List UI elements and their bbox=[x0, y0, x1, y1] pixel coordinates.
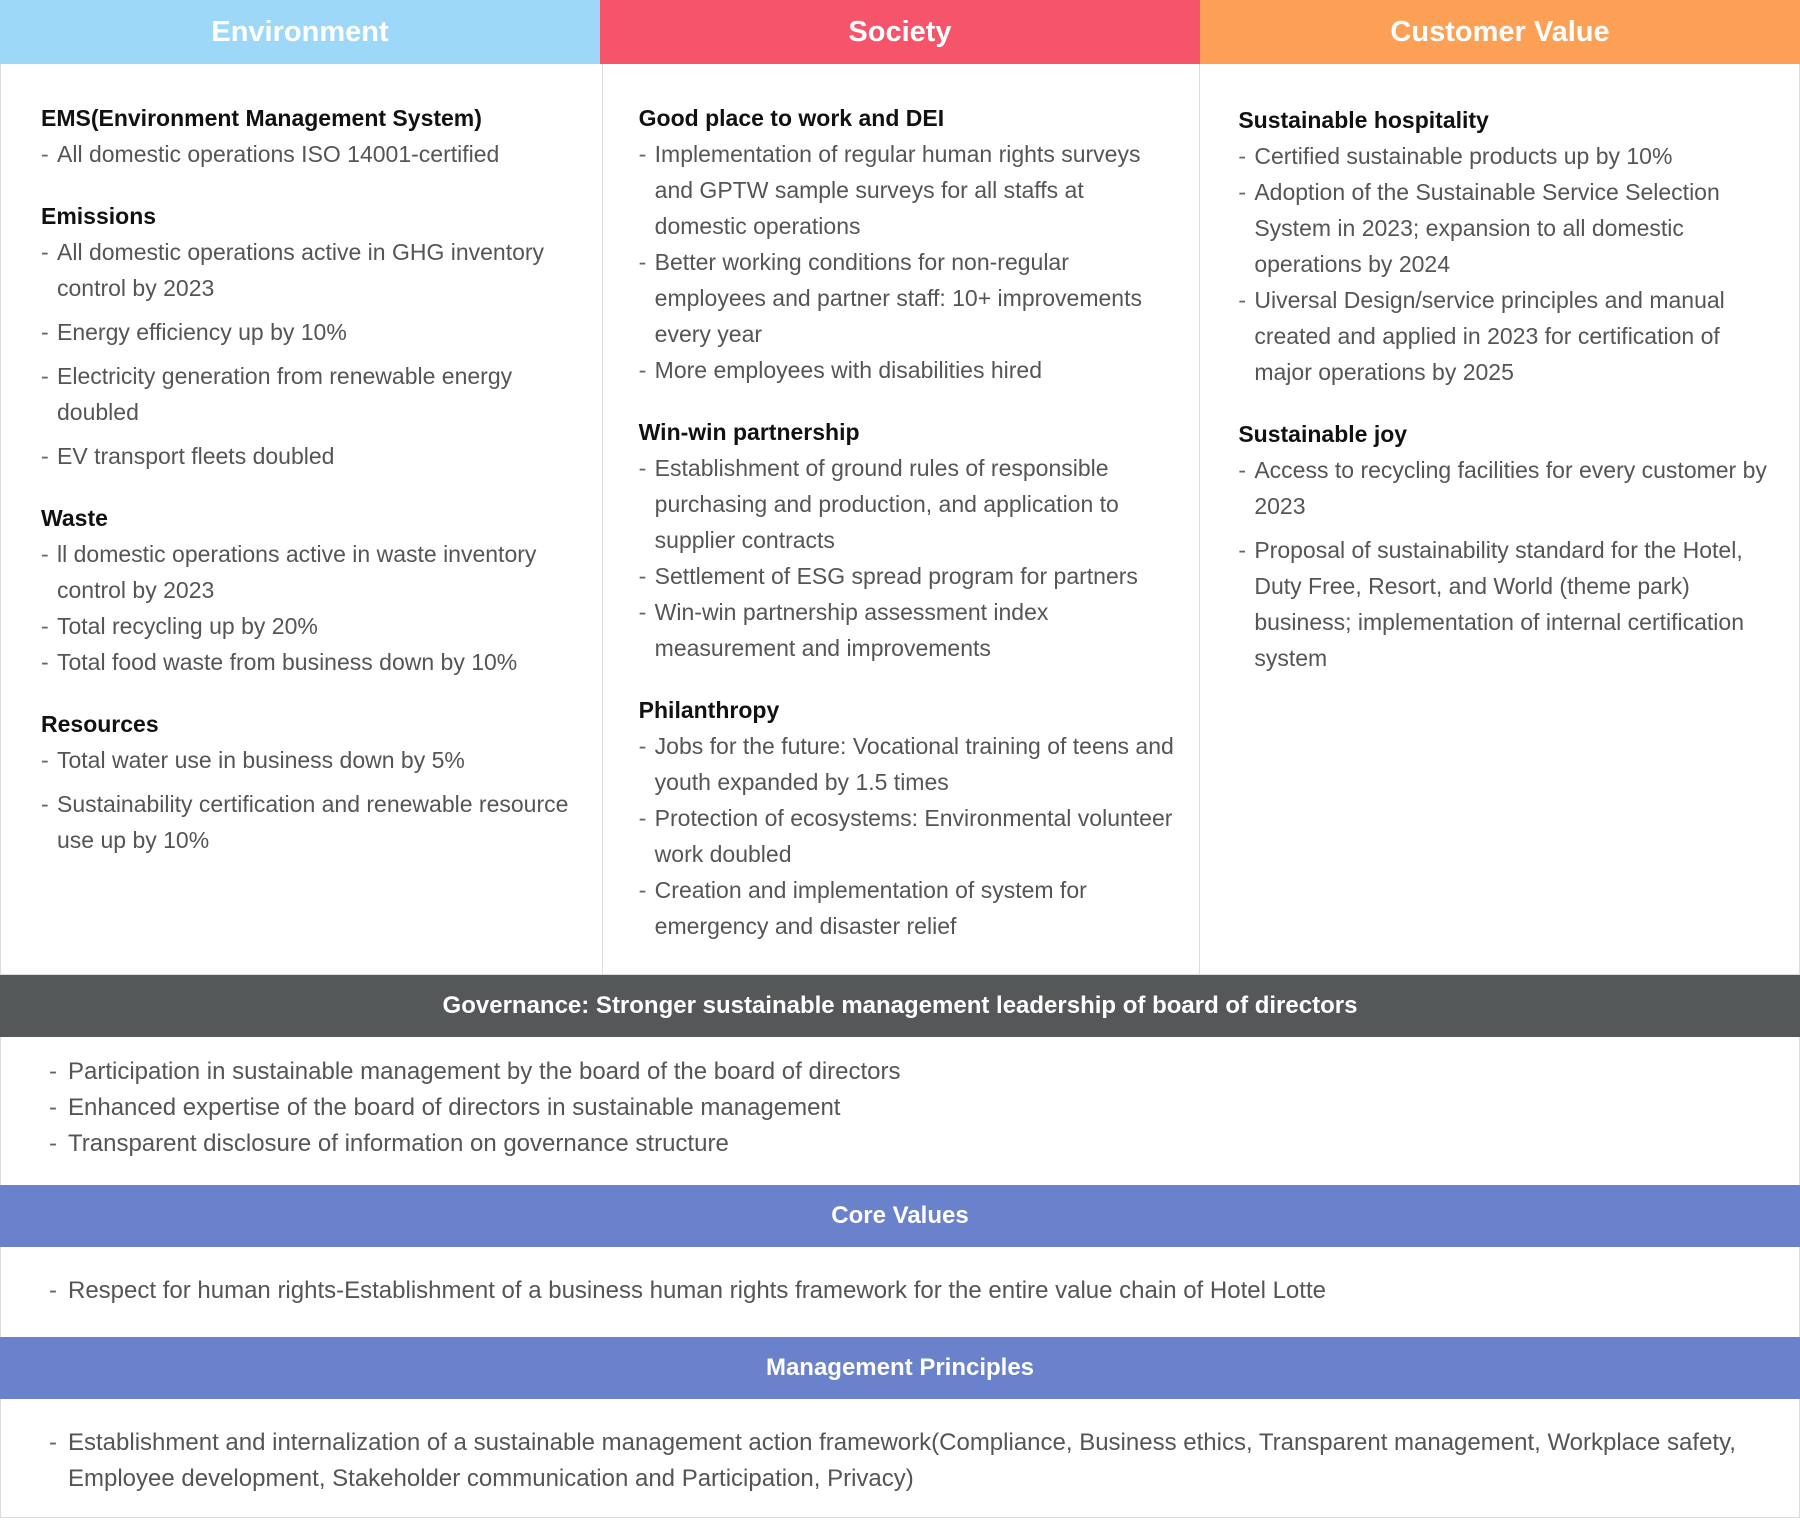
section-title: EMS(Environment Management System) bbox=[41, 105, 482, 131]
pillar-header-row bbox=[0, 0, 1800, 64]
list-item: - Sustainability certification and renewable resource use up by 10% bbox=[41, 786, 582, 858]
list-item: - Access to recycling facilities for every customer by 2023 bbox=[1238, 452, 1779, 524]
customer-value-header: Customer Value bbox=[1200, 0, 1800, 64]
list-item: - More employees with disabilities hired bbox=[639, 352, 1180, 388]
environment-header: Environment bbox=[0, 0, 600, 64]
list-item: - Settlement of ESG spread program for partners bbox=[639, 558, 1180, 594]
list-item: - Adoption of the Sustainable Service Selection System in 2023; expansion to all domestic operations by 2024 bbox=[1238, 174, 1779, 282]
list-item: - EV transport fleets doubled bbox=[41, 438, 582, 474]
environment-section-resources bbox=[41, 706, 582, 858]
list-item: - Implementation of regular human rights surveys and GPTW sample surveys for all staffs at domestic operations bbox=[639, 136, 1180, 244]
list-item: - Proposal of sustainability standard for the Hotel, Duty Free, Resort, and World (theme park) business; implementation of internal certification system bbox=[1238, 532, 1779, 676]
section-title: Win-win partnership bbox=[638, 419, 860, 445]
section-title: Resources bbox=[41, 711, 159, 737]
section-title: Waste bbox=[41, 505, 108, 531]
section-title: Emissions bbox=[41, 203, 157, 229]
list-item: - Total water use in business down by 5% bbox=[41, 742, 582, 778]
list-item: - All domestic operations ISO 14001-certified bbox=[41, 136, 582, 172]
list-item: - Creation and implementation of system for emergency and disaster relief bbox=[639, 872, 1180, 944]
section-title: Sustainable joy bbox=[1238, 421, 1408, 447]
section-title: Good place to work and DEI bbox=[638, 105, 945, 131]
society-column bbox=[603, 64, 1201, 974]
list-item: - Transparent disclosure of information on governance structure bbox=[49, 1126, 1759, 1162]
environment-section-ems bbox=[41, 100, 582, 172]
society-section-win-win bbox=[639, 414, 1180, 666]
governance-body bbox=[0, 1037, 1800, 1185]
core-values-banner: Core Values bbox=[0, 1185, 1800, 1247]
list-item: - Uiversal Design/service principles and manual created and applied in 2023 for certification of major operations by 2025 bbox=[1238, 282, 1779, 390]
society-section-good-place bbox=[639, 100, 1180, 388]
customer-value-column bbox=[1200, 64, 1800, 974]
list-item: - Win-win partnership assessment index measurement and improvements bbox=[639, 594, 1180, 666]
list-item: - Establishment of ground rules of responsible purchasing and production, and application to supplier contracts bbox=[639, 450, 1180, 558]
list-item: - Energy efficiency up by 10% bbox=[41, 314, 582, 350]
pillar-columns bbox=[0, 64, 1800, 975]
list-item: - Electricity generation from renewable energy doubled bbox=[41, 358, 582, 430]
list-item: - Total food waste from business down by 10% bbox=[41, 644, 582, 680]
list-item: - ll domestic operations active in waste inventory control by 2023 bbox=[41, 536, 582, 608]
environment-column bbox=[0, 64, 603, 974]
list-item: - All domestic operations active in GHG inventory control by 2023 bbox=[41, 234, 582, 306]
customer-section-hospitality bbox=[1238, 102, 1779, 390]
list-item: - Enhanced expertise of the board of directors in sustainable management bbox=[49, 1090, 1759, 1126]
list-item: - Jobs for the future: Vocational training of teens and youth expanded by 1.5 times bbox=[639, 728, 1180, 800]
society-section-philanthropy bbox=[639, 692, 1180, 944]
management-principles-banner: Management Principles bbox=[0, 1337, 1800, 1399]
society-header: Society bbox=[600, 0, 1200, 64]
environment-section-emissions bbox=[41, 198, 582, 474]
list-item: - Better working conditions for non-regular employees and partner staff: 10+ improvements every year bbox=[639, 244, 1180, 352]
list-item: - Total recycling up by 20% bbox=[41, 608, 582, 644]
customer-section-joy bbox=[1238, 416, 1779, 676]
section-title: Sustainable hospitality bbox=[1238, 107, 1489, 133]
list-item: - Participation in sustainable management by the board of the board of directors bbox=[49, 1054, 1759, 1090]
core-values-body bbox=[0, 1247, 1800, 1337]
list-item: - Protection of ecosystems: Environmental volunteer work doubled bbox=[639, 800, 1180, 872]
section-title: Philanthropy bbox=[638, 697, 780, 723]
list-item: - Establishment and internalization of a sustainable management action framework(Compliance, Business ethics, Transparent management, Workplace safety, Employee development, Stakeholder communication and Participation, Privacy) bbox=[49, 1425, 1759, 1497]
governance-banner: Governance: Stronger sustainable management leadership of board of directors bbox=[0, 975, 1800, 1037]
environment-section-waste bbox=[41, 500, 582, 680]
list-item: - Certified sustainable products up by 10% bbox=[1238, 138, 1779, 174]
list-item: - Respect for human rights-Establishment of a business human rights framework for the entire value chain of Hotel Lotte bbox=[49, 1273, 1759, 1309]
management-principles-body bbox=[0, 1399, 1800, 1518]
